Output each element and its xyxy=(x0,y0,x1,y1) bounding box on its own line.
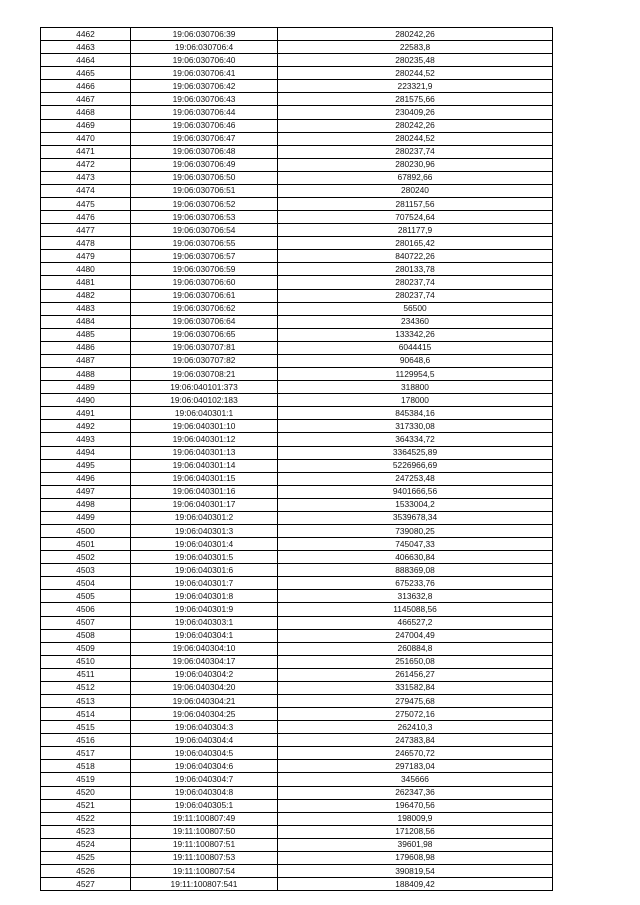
cadastral-number-cell: 19:11:100807:541 xyxy=(131,878,278,891)
table-row xyxy=(41,237,553,250)
table-row xyxy=(41,328,553,341)
table-row xyxy=(41,747,553,760)
cadastral-number-cell: 19:06:030706:42 xyxy=(131,80,278,93)
value-cell: 345666 xyxy=(278,773,553,786)
row-number-cell: 4466 xyxy=(41,80,131,93)
table-row xyxy=(41,368,553,381)
row-number-cell: 4496 xyxy=(41,472,131,485)
table-row xyxy=(41,538,553,551)
row-number-cell: 4472 xyxy=(41,158,131,171)
row-number-cell: 4509 xyxy=(41,642,131,655)
table-row xyxy=(41,119,553,132)
row-number-cell: 4507 xyxy=(41,616,131,629)
cadastral-number-cell: 19:06:040301:14 xyxy=(131,459,278,472)
value-cell: 281575,66 xyxy=(278,93,553,106)
cadastral-number-cell: 19:06:030706:53 xyxy=(131,211,278,224)
cadastral-number-cell: 19:06:040304:6 xyxy=(131,760,278,773)
value-cell: 280235,48 xyxy=(278,54,553,67)
cadastral-number-cell: 19:06:030706:52 xyxy=(131,198,278,211)
cadastral-number-cell: 19:06:030706:54 xyxy=(131,224,278,237)
value-cell: 845384,16 xyxy=(278,407,553,420)
cadastral-number-cell: 19:06:040304:21 xyxy=(131,694,278,707)
cadastral-number-cell: 19:11:100807:49 xyxy=(131,812,278,825)
value-cell: 364334,72 xyxy=(278,433,553,446)
table-row xyxy=(41,459,553,472)
cadastral-number-cell: 19:06:040102:183 xyxy=(131,394,278,407)
cadastral-number-cell: 19:06:030706:39 xyxy=(131,28,278,41)
value-cell: 707524,64 xyxy=(278,211,553,224)
value-cell: 888369,08 xyxy=(278,564,553,577)
table-row xyxy=(41,250,553,263)
value-cell: 251650,08 xyxy=(278,655,553,668)
row-number-cell: 4480 xyxy=(41,263,131,276)
value-cell: 247004,49 xyxy=(278,629,553,642)
value-cell: 317330,08 xyxy=(278,420,553,433)
row-number-cell: 4487 xyxy=(41,354,131,367)
value-cell: 280240 xyxy=(278,184,553,197)
value-cell: 280244,52 xyxy=(278,132,553,145)
row-number-cell: 4467 xyxy=(41,93,131,106)
cadastral-number-cell: 19:06:030706:64 xyxy=(131,315,278,328)
table-row xyxy=(41,28,553,41)
cadastral-number-cell: 19:06:030706:61 xyxy=(131,289,278,302)
cadastral-number-cell: 19:06:040301:8 xyxy=(131,590,278,603)
table-body xyxy=(41,28,553,891)
value-cell: 188409,42 xyxy=(278,878,553,891)
value-cell: 9401666,56 xyxy=(278,485,553,498)
cadastral-number-cell: 19:06:030706:51 xyxy=(131,184,278,197)
cadastral-number-cell: 19:06:040301:2 xyxy=(131,511,278,524)
cadastral-number-cell: 19:06:040301:6 xyxy=(131,564,278,577)
value-cell: 281157,56 xyxy=(278,198,553,211)
row-number-cell: 4521 xyxy=(41,799,131,812)
table-row xyxy=(41,681,553,694)
value-cell: 280165,42 xyxy=(278,237,553,250)
cadastral-number-cell: 19:06:030706:48 xyxy=(131,145,278,158)
cadastral-number-cell: 19:06:030706:47 xyxy=(131,132,278,145)
table-row xyxy=(41,851,553,864)
value-cell: 313632,8 xyxy=(278,590,553,603)
table-row xyxy=(41,825,553,838)
row-number-cell: 4514 xyxy=(41,708,131,721)
value-cell: 179608,98 xyxy=(278,851,553,864)
table-row xyxy=(41,433,553,446)
row-number-cell: 4495 xyxy=(41,459,131,472)
value-cell: 198009,9 xyxy=(278,812,553,825)
table-row xyxy=(41,655,553,668)
table-row xyxy=(41,799,553,812)
table-row xyxy=(41,551,553,564)
value-cell: 223321,9 xyxy=(278,80,553,93)
value-cell: 90648,6 xyxy=(278,354,553,367)
value-cell: 171208,56 xyxy=(278,825,553,838)
table-row xyxy=(41,341,553,354)
value-cell: 280242,26 xyxy=(278,119,553,132)
value-cell: 56500 xyxy=(278,302,553,315)
row-number-cell: 4476 xyxy=(41,211,131,224)
cadastral-number-cell: 19:06:030706:44 xyxy=(131,106,278,119)
row-number-cell: 4526 xyxy=(41,865,131,878)
value-cell: 262410,3 xyxy=(278,721,553,734)
value-cell: 6044415 xyxy=(278,341,553,354)
row-number-cell: 4527 xyxy=(41,878,131,891)
row-number-cell: 4515 xyxy=(41,721,131,734)
cadastral-number-cell: 19:06:040301:10 xyxy=(131,420,278,433)
cadastral-number-cell: 19:06:030708:21 xyxy=(131,368,278,381)
value-cell: 675233,76 xyxy=(278,577,553,590)
row-number-cell: 4475 xyxy=(41,198,131,211)
row-number-cell: 4494 xyxy=(41,446,131,459)
row-number-cell: 4502 xyxy=(41,551,131,564)
row-number-cell: 4464 xyxy=(41,54,131,67)
cadastral-number-cell: 19:06:040304:20 xyxy=(131,681,278,694)
value-cell: 318800 xyxy=(278,381,553,394)
row-number-cell: 4479 xyxy=(41,250,131,263)
row-number-cell: 4474 xyxy=(41,184,131,197)
cadastral-number-cell: 19:06:040305:1 xyxy=(131,799,278,812)
table-row xyxy=(41,224,553,237)
row-number-cell: 4511 xyxy=(41,668,131,681)
cadastral-number-cell: 19:06:040304:4 xyxy=(131,734,278,747)
value-cell: 247253,48 xyxy=(278,472,553,485)
row-number-cell: 4519 xyxy=(41,773,131,786)
value-cell: 280237,74 xyxy=(278,276,553,289)
row-number-cell: 4484 xyxy=(41,315,131,328)
table-row xyxy=(41,289,553,302)
row-number-cell: 4473 xyxy=(41,171,131,184)
cadastral-number-cell: 19:06:030706:4 xyxy=(131,41,278,54)
table-row xyxy=(41,616,553,629)
row-number-cell: 4500 xyxy=(41,524,131,537)
row-number-cell: 4468 xyxy=(41,106,131,119)
value-cell: 739080,25 xyxy=(278,524,553,537)
row-number-cell: 4497 xyxy=(41,485,131,498)
table-row xyxy=(41,564,553,577)
table-row xyxy=(41,106,553,119)
table-row xyxy=(41,577,553,590)
cadastral-number-cell: 19:06:040301:17 xyxy=(131,498,278,511)
table-row xyxy=(41,158,553,171)
table-row xyxy=(41,446,553,459)
row-number-cell: 4470 xyxy=(41,132,131,145)
value-cell: 279475,68 xyxy=(278,694,553,707)
value-cell: 3364525,89 xyxy=(278,446,553,459)
row-number-cell: 4512 xyxy=(41,681,131,694)
table-row xyxy=(41,54,553,67)
row-number-cell: 4469 xyxy=(41,119,131,132)
table-row xyxy=(41,708,553,721)
table-row xyxy=(41,734,553,747)
table-row xyxy=(41,420,553,433)
table-row xyxy=(41,668,553,681)
value-cell: 745047,33 xyxy=(278,538,553,551)
value-cell: 297183,04 xyxy=(278,760,553,773)
value-cell: 280242,26 xyxy=(278,28,553,41)
table-row xyxy=(41,642,553,655)
value-cell: 390819,54 xyxy=(278,865,553,878)
cadastral-number-cell: 19:06:040304:2 xyxy=(131,668,278,681)
table-row xyxy=(41,694,553,707)
table-row xyxy=(41,524,553,537)
value-cell: 331582,84 xyxy=(278,681,553,694)
row-number-cell: 4490 xyxy=(41,394,131,407)
value-cell: 3539678,34 xyxy=(278,511,553,524)
cadastral-number-cell: 19:06:040301:1 xyxy=(131,407,278,420)
cadastral-number-cell: 19:06:030706:43 xyxy=(131,93,278,106)
value-cell: 247383,84 xyxy=(278,734,553,747)
value-cell: 280244,52 xyxy=(278,67,553,80)
value-cell: 1129954,5 xyxy=(278,368,553,381)
row-number-cell: 4477 xyxy=(41,224,131,237)
cadastral-number-cell: 19:06:040301:5 xyxy=(131,551,278,564)
row-number-cell: 4493 xyxy=(41,433,131,446)
cadastral-number-cell: 19:06:030706:50 xyxy=(131,171,278,184)
table-row xyxy=(41,511,553,524)
table-row xyxy=(41,132,553,145)
value-cell: 280133,78 xyxy=(278,263,553,276)
value-cell: 280237,74 xyxy=(278,145,553,158)
value-cell: 178000 xyxy=(278,394,553,407)
cadastral-number-cell: 19:06:040301:12 xyxy=(131,433,278,446)
row-number-cell: 4478 xyxy=(41,237,131,250)
table-row xyxy=(41,773,553,786)
value-cell: 261456,27 xyxy=(278,668,553,681)
cadastral-number-cell: 19:06:040304:10 xyxy=(131,642,278,655)
row-number-cell: 4498 xyxy=(41,498,131,511)
cadastral-number-cell: 19:06:030706:40 xyxy=(131,54,278,67)
table-row xyxy=(41,603,553,616)
row-number-cell: 4522 xyxy=(41,812,131,825)
value-cell: 39601,98 xyxy=(278,838,553,851)
row-number-cell: 4518 xyxy=(41,760,131,773)
table-row xyxy=(41,171,553,184)
cadastral-number-cell: 19:06:040301:3 xyxy=(131,524,278,537)
value-cell: 281177,9 xyxy=(278,224,553,237)
value-cell: 1533004,2 xyxy=(278,498,553,511)
row-number-cell: 4481 xyxy=(41,276,131,289)
row-number-cell: 4517 xyxy=(41,747,131,760)
table-row xyxy=(41,865,553,878)
cadastral-number-cell: 19:11:100807:51 xyxy=(131,838,278,851)
value-cell: 280237,74 xyxy=(278,289,553,302)
value-cell: 196470,56 xyxy=(278,799,553,812)
cadastral-number-cell: 19:06:030706:49 xyxy=(131,158,278,171)
cadastral-number-cell: 19:06:040304:1 xyxy=(131,629,278,642)
cadastral-number-cell: 19:06:040301:16 xyxy=(131,485,278,498)
row-number-cell: 4471 xyxy=(41,145,131,158)
table-row xyxy=(41,407,553,420)
row-number-cell: 4465 xyxy=(41,67,131,80)
cadastral-number-cell: 19:11:100807:50 xyxy=(131,825,278,838)
cadastral-number-cell: 19:06:030706:65 xyxy=(131,328,278,341)
cadastral-number-cell: 19:06:040304:8 xyxy=(131,786,278,799)
value-cell: 234360 xyxy=(278,315,553,328)
row-number-cell: 4513 xyxy=(41,694,131,707)
cadastral-number-cell: 19:06:030707:81 xyxy=(131,341,278,354)
cadastral-number-cell: 19:06:040304:17 xyxy=(131,655,278,668)
value-cell: 133342,26 xyxy=(278,328,553,341)
cadastral-number-cell: 19:06:040301:4 xyxy=(131,538,278,551)
row-number-cell: 4482 xyxy=(41,289,131,302)
row-number-cell: 4486 xyxy=(41,341,131,354)
value-cell: 260884,8 xyxy=(278,642,553,655)
cadastral-number-cell: 19:06:030706:55 xyxy=(131,237,278,250)
table-row xyxy=(41,629,553,642)
table-row xyxy=(41,590,553,603)
row-number-cell: 4508 xyxy=(41,629,131,642)
cadastral-number-cell: 19:06:040301:15 xyxy=(131,472,278,485)
value-cell: 22583,8 xyxy=(278,41,553,54)
value-cell: 67892,66 xyxy=(278,171,553,184)
table-row xyxy=(41,381,553,394)
table-row xyxy=(41,41,553,54)
value-cell: 246570,72 xyxy=(278,747,553,760)
cadastral-number-cell: 19:06:040301:9 xyxy=(131,603,278,616)
value-cell: 466527,2 xyxy=(278,616,553,629)
row-number-cell: 4462 xyxy=(41,28,131,41)
cadastral-number-cell: 19:11:100807:53 xyxy=(131,851,278,864)
cadastral-number-cell: 19:06:040301:7 xyxy=(131,577,278,590)
cadastral-number-cell: 19:06:030706:41 xyxy=(131,67,278,80)
row-number-cell: 4506 xyxy=(41,603,131,616)
cadastral-number-cell: 19:06:040101:373 xyxy=(131,381,278,394)
value-cell: 280230,96 xyxy=(278,158,553,171)
document-page xyxy=(40,27,552,891)
cadastral-number-cell: 19:06:030707:82 xyxy=(131,354,278,367)
table-row xyxy=(41,263,553,276)
cadastral-number-cell: 19:06:040304:7 xyxy=(131,773,278,786)
row-number-cell: 4491 xyxy=(41,407,131,420)
cadastral-number-cell: 19:06:040304:3 xyxy=(131,721,278,734)
value-cell: 406630,84 xyxy=(278,551,553,564)
cadastral-number-cell: 19:06:030706:62 xyxy=(131,302,278,315)
cadastral-number-cell: 19:06:040303:1 xyxy=(131,616,278,629)
table-row xyxy=(41,211,553,224)
table-row xyxy=(41,485,553,498)
value-cell: 230409,26 xyxy=(278,106,553,119)
table-row xyxy=(41,276,553,289)
cadastral-number-cell: 19:06:040304:5 xyxy=(131,747,278,760)
row-number-cell: 4489 xyxy=(41,381,131,394)
row-number-cell: 4499 xyxy=(41,511,131,524)
table-row xyxy=(41,878,553,891)
value-cell: 5226966,69 xyxy=(278,459,553,472)
row-number-cell: 4510 xyxy=(41,655,131,668)
table-row xyxy=(41,721,553,734)
row-number-cell: 4525 xyxy=(41,851,131,864)
cadastral-number-cell: 19:11:100807:54 xyxy=(131,865,278,878)
row-number-cell: 4483 xyxy=(41,302,131,315)
table-row xyxy=(41,302,553,315)
table-row xyxy=(41,498,553,511)
cadastral-number-cell: 19:06:030706:57 xyxy=(131,250,278,263)
row-number-cell: 4488 xyxy=(41,368,131,381)
cadastral-number-cell: 19:06:030706:60 xyxy=(131,276,278,289)
row-number-cell: 4524 xyxy=(41,838,131,851)
value-cell: 840722,26 xyxy=(278,250,553,263)
table-row xyxy=(41,812,553,825)
row-number-cell: 4503 xyxy=(41,564,131,577)
row-number-cell: 4501 xyxy=(41,538,131,551)
cadastral-value-table xyxy=(40,27,553,891)
row-number-cell: 4523 xyxy=(41,825,131,838)
row-number-cell: 4504 xyxy=(41,577,131,590)
table-row xyxy=(41,315,553,328)
table-row xyxy=(41,80,553,93)
row-number-cell: 4505 xyxy=(41,590,131,603)
row-number-cell: 4492 xyxy=(41,420,131,433)
table-row xyxy=(41,184,553,197)
cadastral-number-cell: 19:06:040304:25 xyxy=(131,708,278,721)
table-row xyxy=(41,838,553,851)
table-row xyxy=(41,198,553,211)
cadastral-number-cell: 19:06:030706:59 xyxy=(131,263,278,276)
table-row xyxy=(41,760,553,773)
table-row xyxy=(41,145,553,158)
table-row xyxy=(41,93,553,106)
table-row xyxy=(41,786,553,799)
value-cell: 262347,36 xyxy=(278,786,553,799)
cadastral-number-cell: 19:06:030706:46 xyxy=(131,119,278,132)
value-cell: 1145088,56 xyxy=(278,603,553,616)
table-row xyxy=(41,394,553,407)
row-number-cell: 4463 xyxy=(41,41,131,54)
row-number-cell: 4485 xyxy=(41,328,131,341)
cadastral-number-cell: 19:06:040301:13 xyxy=(131,446,278,459)
table-row xyxy=(41,472,553,485)
row-number-cell: 4520 xyxy=(41,786,131,799)
row-number-cell: 4516 xyxy=(41,734,131,747)
value-cell: 275072,16 xyxy=(278,708,553,721)
table-row xyxy=(41,67,553,80)
table-row xyxy=(41,354,553,367)
